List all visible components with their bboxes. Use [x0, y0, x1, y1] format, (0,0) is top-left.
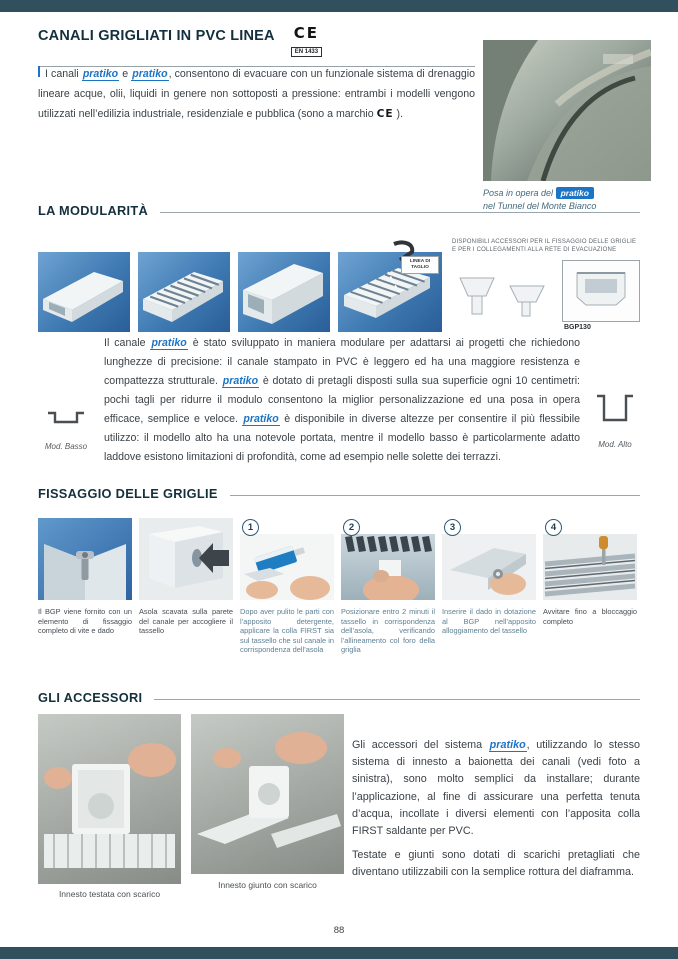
page-header: [38, 24, 475, 67]
asola-diagram-icon: [139, 518, 233, 600]
channel-grate-illustration: [138, 252, 230, 332]
text-run: è stato sviluppato in maniera modulare per adattarsi ai progetti che richiedono lunghezze di precisione: il canale stampato in PVC è leggero ed ha una maggiore resistenza e compattezza strutturale.: [104, 337, 580, 387]
brand-logo: pratiko: [243, 413, 279, 425]
mod-alto-figure: [590, 392, 640, 454]
step-3-photo: [240, 522, 334, 600]
step-6-photo: [543, 522, 637, 600]
brand-logo: pratiko: [489, 739, 526, 751]
section-title: LA MODULARITÀ: [38, 203, 149, 218]
step-4-photo: [341, 522, 435, 600]
heading-rule: [160, 212, 640, 213]
step-1-photo: [38, 518, 132, 600]
accessory-fittings-icon: [452, 270, 556, 332]
ce-certification: [291, 26, 322, 57]
brand-logo: pratiko: [151, 337, 187, 349]
bgp-box: [562, 260, 640, 322]
insert-dado-icon: [442, 534, 536, 600]
accessori-paragraph-2: Testate e giunti sono dotati di scarichi pretagliati che diventano utilizzabili con la semplice rottura del diaframma.: [352, 849, 640, 879]
pvc-channel-grate-icon: [138, 252, 230, 332]
intro-text: [38, 68, 475, 120]
mod-alto-label: Mod. Alto: [598, 440, 632, 449]
fissaggio-step-1: [38, 518, 132, 655]
fissaggio-step-4: [341, 518, 435, 655]
channel-cut-illustration: [338, 252, 442, 332]
step-number-badge: 4: [545, 519, 562, 536]
bgp-illustration: [563, 261, 639, 321]
accessories-note: DISPONIBILI ACCESSORI PER IL FISSAGGIO DELLE GRIGLIE E PER I COLLEGAMENTI ALLA RETE DI EVACUAZIONE: [452, 239, 637, 253]
pvc-channel-icon: [38, 252, 130, 332]
page-number: 88: [333, 925, 345, 936]
step-5-caption: Inserire il dado in dotazione al BGP nell’apposito alloggiamento del tassello: [442, 607, 536, 636]
channel-profile-high-icon: [595, 392, 635, 426]
mod-basso-label: Mod. Basso: [44, 442, 88, 451]
bottom-band: [0, 947, 678, 959]
screwdriver-icon: [543, 534, 637, 600]
section-title: GLI ACCESSORI: [38, 690, 143, 705]
accessori-paragraph-1: [352, 737, 640, 840]
pvc-channel-cut-icon: [338, 238, 442, 332]
text-run: , consentono di evacuare con un funzionale sistema di drenaggio lineare acque, olii, liquidi in genere non sottoposti a pressione: entrambi i modelli vengono utilizzati nell’edilizia industriale, residenziale e pubblica (sono a marchio: [38, 68, 475, 120]
glue-application-icon: [240, 534, 334, 600]
brand-badge: pratiko: [556, 187, 594, 199]
ce-norm-badge: EN 1433: [291, 47, 322, 57]
step-number-badge: 3: [444, 519, 461, 536]
brand-logo: pratiko: [222, 375, 259, 387]
top-band: [0, 0, 678, 12]
step-3-caption: Dopo aver pulito le parti con l’apposito detergente, applicare la colla FIRST sia sul tassello che sul canale in corrispondenza dell’asola: [240, 607, 334, 655]
bgp-in-channel-icon: [38, 518, 132, 600]
fissaggio-step-2: [139, 518, 233, 655]
text-run: , utilizzando lo stesso sistema di innesto a baionetta dei canali (vedi foto a sinistra), sono molto semplici da installare; durante l’applicazione, al fine di assicurare una perfetta tenuta d’acqua, incollate i diversi elementi con l’apposita colla FIRST saldante per PVC.: [352, 739, 640, 838]
fissaggio-step-5: [442, 518, 536, 655]
step-5-photo: [442, 522, 536, 600]
text-run: e: [119, 68, 132, 80]
step-6-caption: Avvitare fino a bloccaggio completo: [543, 607, 637, 626]
brand-logo: pratiko: [132, 68, 168, 80]
position-tassello-icon: [341, 534, 435, 600]
channel-profile-low-icon: [46, 408, 86, 428]
giunto-photo-illustration: [191, 714, 344, 874]
step-4-caption: Posizionare entro 2 minuti il tassello in corrispondenza dell’asola, verificando l’allineamento col foro della griglia: [341, 607, 435, 655]
brand-logo: pratiko: [82, 68, 119, 80]
section-title: FISSAGGIO DELLE GRIGLIE: [38, 486, 218, 501]
text-run: nel Tunnel del Monte Bianco: [483, 201, 597, 211]
text-run: Posa in opera del: [483, 188, 556, 198]
pvc-channel-high-icon: [238, 252, 330, 332]
text-run: Gli accessori del sistema: [352, 739, 489, 751]
section-heading-accessori: [38, 690, 640, 705]
tunnel-photo: [483, 40, 651, 181]
section-heading-fissaggio: [38, 486, 640, 501]
accessory-photo-caption-2: Innesto giunto con scarico: [218, 880, 317, 890]
accessori-text-block: [352, 737, 640, 882]
ce-mark-inline: CE: [376, 108, 394, 120]
accessori-text-1: [352, 739, 640, 837]
heading-rule: [154, 699, 640, 700]
tunnel-photo-illustration: [483, 40, 651, 181]
bgp-label: BGP130: [564, 324, 591, 331]
accessories-panel: [452, 238, 640, 344]
accessory-photo-giunto: [191, 714, 344, 874]
channel-plain-illustration: [38, 252, 130, 332]
page-title: CANALI GRIGLIATI IN PVC LINEA: [38, 28, 275, 44]
text-run: ).: [393, 108, 404, 120]
intro-paragraph: [38, 64, 475, 124]
step-1-caption: Il BGP viene fornito con un elemento di fissaggio completo di vite e dado: [38, 607, 132, 636]
modularita-text: [104, 337, 580, 463]
fissaggio-step-3: [240, 518, 334, 655]
mod-basso-figure: [38, 408, 94, 456]
fissaggio-step-6: [543, 518, 637, 655]
testata-photo-illustration: [38, 714, 181, 884]
text-run: è disponibile in diverse altezze per consentire il più flessibile utilizzo: il modello alto ha una notevole portata, mentre il modello basso è particolarmente adatto laddove esistono limitazioni di profondità, come ad esempio nelle solette dei terrazzi.: [104, 413, 580, 463]
step-number-badge: 1: [242, 519, 259, 536]
channel-high-illustration: [238, 252, 330, 332]
text-run: Il canale: [104, 337, 151, 349]
text-run: I canali: [45, 68, 82, 80]
ce-mark-icon: CE: [293, 24, 320, 42]
step-number-badge: 2: [343, 519, 360, 536]
cut-line-tag: LINEA DI TAGLIO: [401, 256, 439, 274]
fissaggio-steps: [38, 518, 640, 655]
text-run: è dotato di pretagli disposti sulla sua superficie ogni 10 centimetri: pochi tagli per ridurre il modulo consentono la miglior personalizzazione ed una posa in opera efficace, semplice e veloce.: [104, 375, 580, 425]
heading-rule: [230, 495, 640, 496]
accessories-art: [452, 260, 640, 344]
accessory-photo-caption-1: Innesto testata con scarico: [58, 889, 161, 899]
modularita-paragraph: [38, 334, 640, 467]
step-2-diagram: [139, 518, 233, 600]
step-2-caption: Asola scavata sulla parete del canale per accogliere il tassello: [139, 607, 233, 636]
accessory-photo-testata: [38, 714, 181, 884]
section-heading-modularita: [38, 203, 640, 218]
